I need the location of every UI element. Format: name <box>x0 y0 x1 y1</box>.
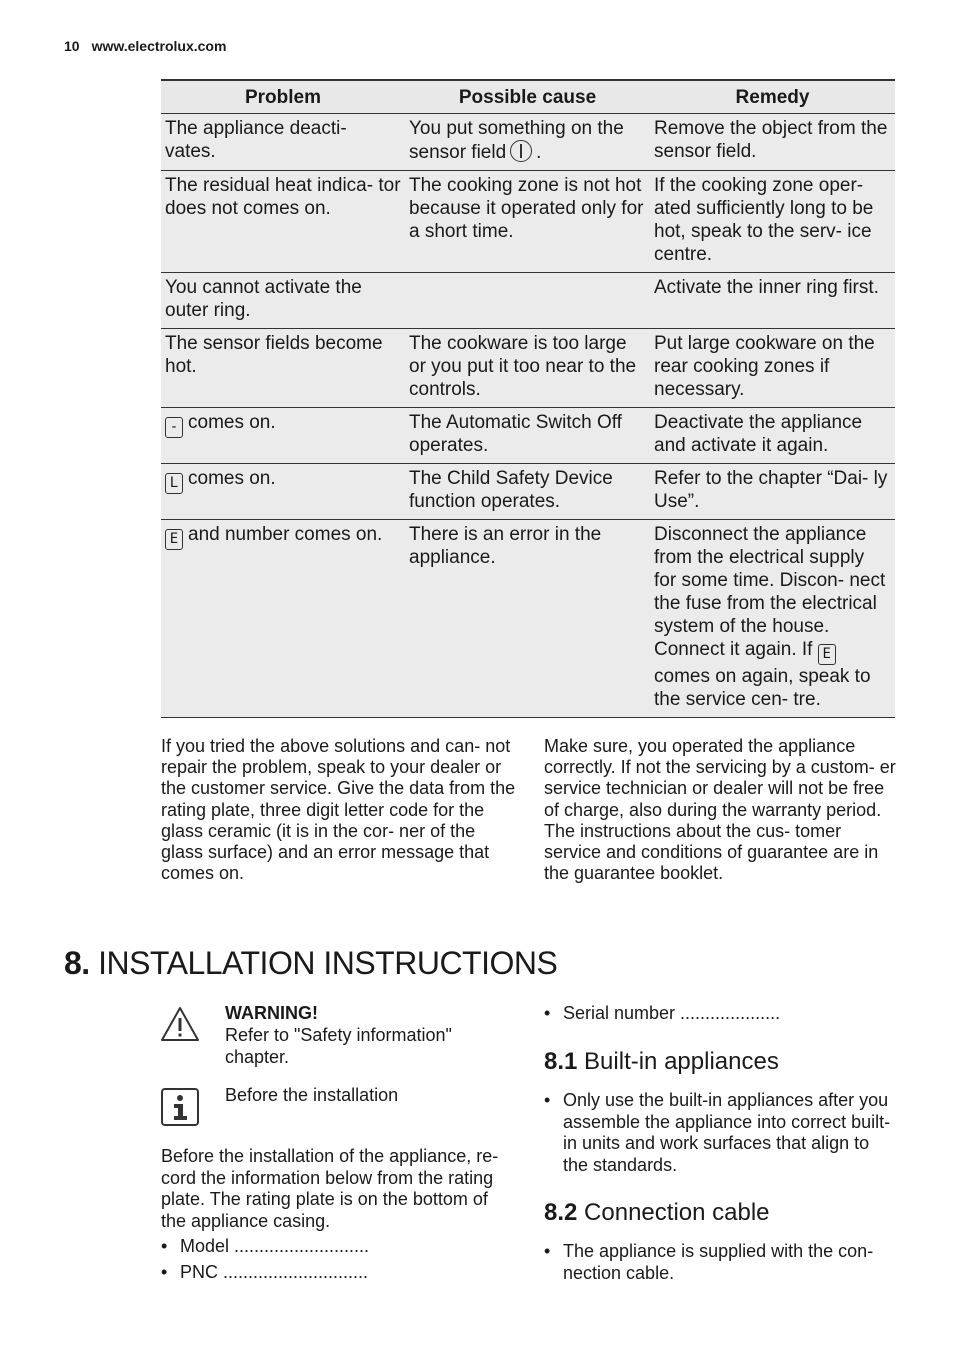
list-item: • The appliance is supplied with the con- nection cable. <box>544 1241 896 1284</box>
record-list-continued <box>544 1003 896 1025</box>
page-number: 10 <box>64 38 80 54</box>
table-row <box>161 273 895 329</box>
table-row <box>161 329 895 408</box>
section-title: Built-in appliances <box>584 1048 779 1075</box>
list-item: • Model ........................... <box>161 1236 516 1258</box>
cell-remedy: Activate the inner ring first. <box>650 273 895 329</box>
page-header <box>64 38 226 54</box>
warning-title: WARNING! <box>225 1003 318 1023</box>
cell-problem <box>161 408 405 464</box>
list-item: • Only use the built-in appliances after you assemble the appliance into correct built-in units and work surfaces that align to the standards. <box>544 1090 896 1176</box>
cause-text-end: . <box>536 142 542 163</box>
chapter-heading: INSTALLATION INSTRUCTIONS <box>98 945 558 981</box>
section-heading-cable <box>544 1199 770 1227</box>
cell-remedy: Deactivate the appliance and activate it again. <box>650 408 895 464</box>
cause-text: You put something on the sensor field <box>409 118 624 163</box>
cell-cause: The cookware is too large or you put it too near to the controls. <box>405 329 650 408</box>
cell-problem: You cannot activate the outer ring. <box>161 273 405 329</box>
list-item: • PNC ............................. <box>161 1262 516 1284</box>
cell-cause: The cooking zone is not hot because it operated only for a short time. <box>405 171 650 273</box>
cell-remedy: Refer to the chapter “Dai- ly Use”. <box>650 464 895 520</box>
lock-display-icon: L <box>165 473 183 494</box>
cell-cause: The Child Safety Device function operates. <box>405 464 650 520</box>
chapter-title <box>64 945 557 982</box>
chapter-number: 8. <box>64 945 90 981</box>
info-note: Before the installation <box>225 1085 399 1105</box>
table-row <box>161 520 895 718</box>
table-row <box>161 464 895 520</box>
warning-note <box>225 1002 515 1068</box>
troubleshooting-table <box>161 79 895 718</box>
problem-text: and number comes on. <box>188 524 383 545</box>
warning-icon <box>160 1006 200 1042</box>
cell-cause <box>405 273 650 329</box>
section-number: 8.1 <box>544 1048 578 1075</box>
remedy-text: Disconnect the appliance from the electrical supply for some time. Discon- nect the fuse from the electrical system of the house. Connect it again. If <box>654 524 886 660</box>
problem-text: comes on. <box>188 468 276 489</box>
cell-cause: There is an error in the appliance. <box>405 520 650 718</box>
cell-cause <box>405 114 650 171</box>
remedy-text-end: comes on again, speak to the service cen- tre. <box>654 666 871 710</box>
warning-text: Refer to "Safety information" chapter. <box>225 1025 452 1067</box>
cable-list <box>544 1241 896 1284</box>
table-row <box>161 114 895 171</box>
installation-paragraph: Before the installation of the appliance, re- cord the information below from the rating plate. The rating plate is on the bottom of the appliance casing. <box>161 1146 499 1231</box>
cell-problem: The appliance deacti- vates. <box>161 114 405 171</box>
sensor-field-icon <box>510 140 532 162</box>
support-paragraph: If you tried the above solutions and can- not repair the problem, speak to your dealer or the customer service. Give the data from the rating plate, three digit letter code for the glass ceramic (it is in the cor- ner of the glass surface) and an error message that comes on. <box>161 736 516 884</box>
table-row <box>161 408 895 464</box>
header-problem: Problem <box>161 80 405 114</box>
record-list <box>161 1236 516 1287</box>
cell-remedy: Put large cookware on the rear cooking zones if necessary. <box>650 329 895 408</box>
list-item: • Serial number .................... <box>544 1003 896 1025</box>
cell-problem <box>161 464 405 520</box>
cell-cause: The Automatic Switch Off operates. <box>405 408 650 464</box>
header-cause: Possible cause <box>405 80 650 114</box>
built-in-list <box>544 1090 896 1176</box>
cell-problem: The sensor fields become hot. <box>161 329 405 408</box>
cell-problem <box>161 520 405 718</box>
website: www.electrolux.com <box>91 38 227 54</box>
cell-problem: The residual heat indica- tor does not comes on. <box>161 171 405 273</box>
info-icon <box>161 1088 199 1126</box>
dash-display-icon: - <box>165 417 183 438</box>
error-display-icon: E <box>818 644 836 665</box>
cell-remedy: Remove the object from the sensor field. <box>650 114 895 171</box>
service-paragraph: Make sure, you operated the appliance correctly. If not the servicing by a custom- er service technician or dealer will not be free of charge, also during the warranty period. The instructions about the cus- tomer service and conditions of guarantee are in the guarantee booklet. <box>544 736 896 884</box>
error-display-icon: E <box>165 529 183 550</box>
section-title: Connection cable <box>584 1199 770 1226</box>
problem-text: comes on. <box>188 412 276 433</box>
table-row <box>161 171 895 273</box>
cell-remedy: If the cooking zone oper- ated sufficiently long to be hot, speak to the serv- ice centre. <box>650 171 895 273</box>
header-remedy: Remedy <box>650 80 895 114</box>
cell-remedy <box>650 520 895 718</box>
section-number: 8.2 <box>544 1199 578 1226</box>
table-header-row <box>161 80 895 114</box>
section-heading-built-in <box>544 1048 779 1076</box>
